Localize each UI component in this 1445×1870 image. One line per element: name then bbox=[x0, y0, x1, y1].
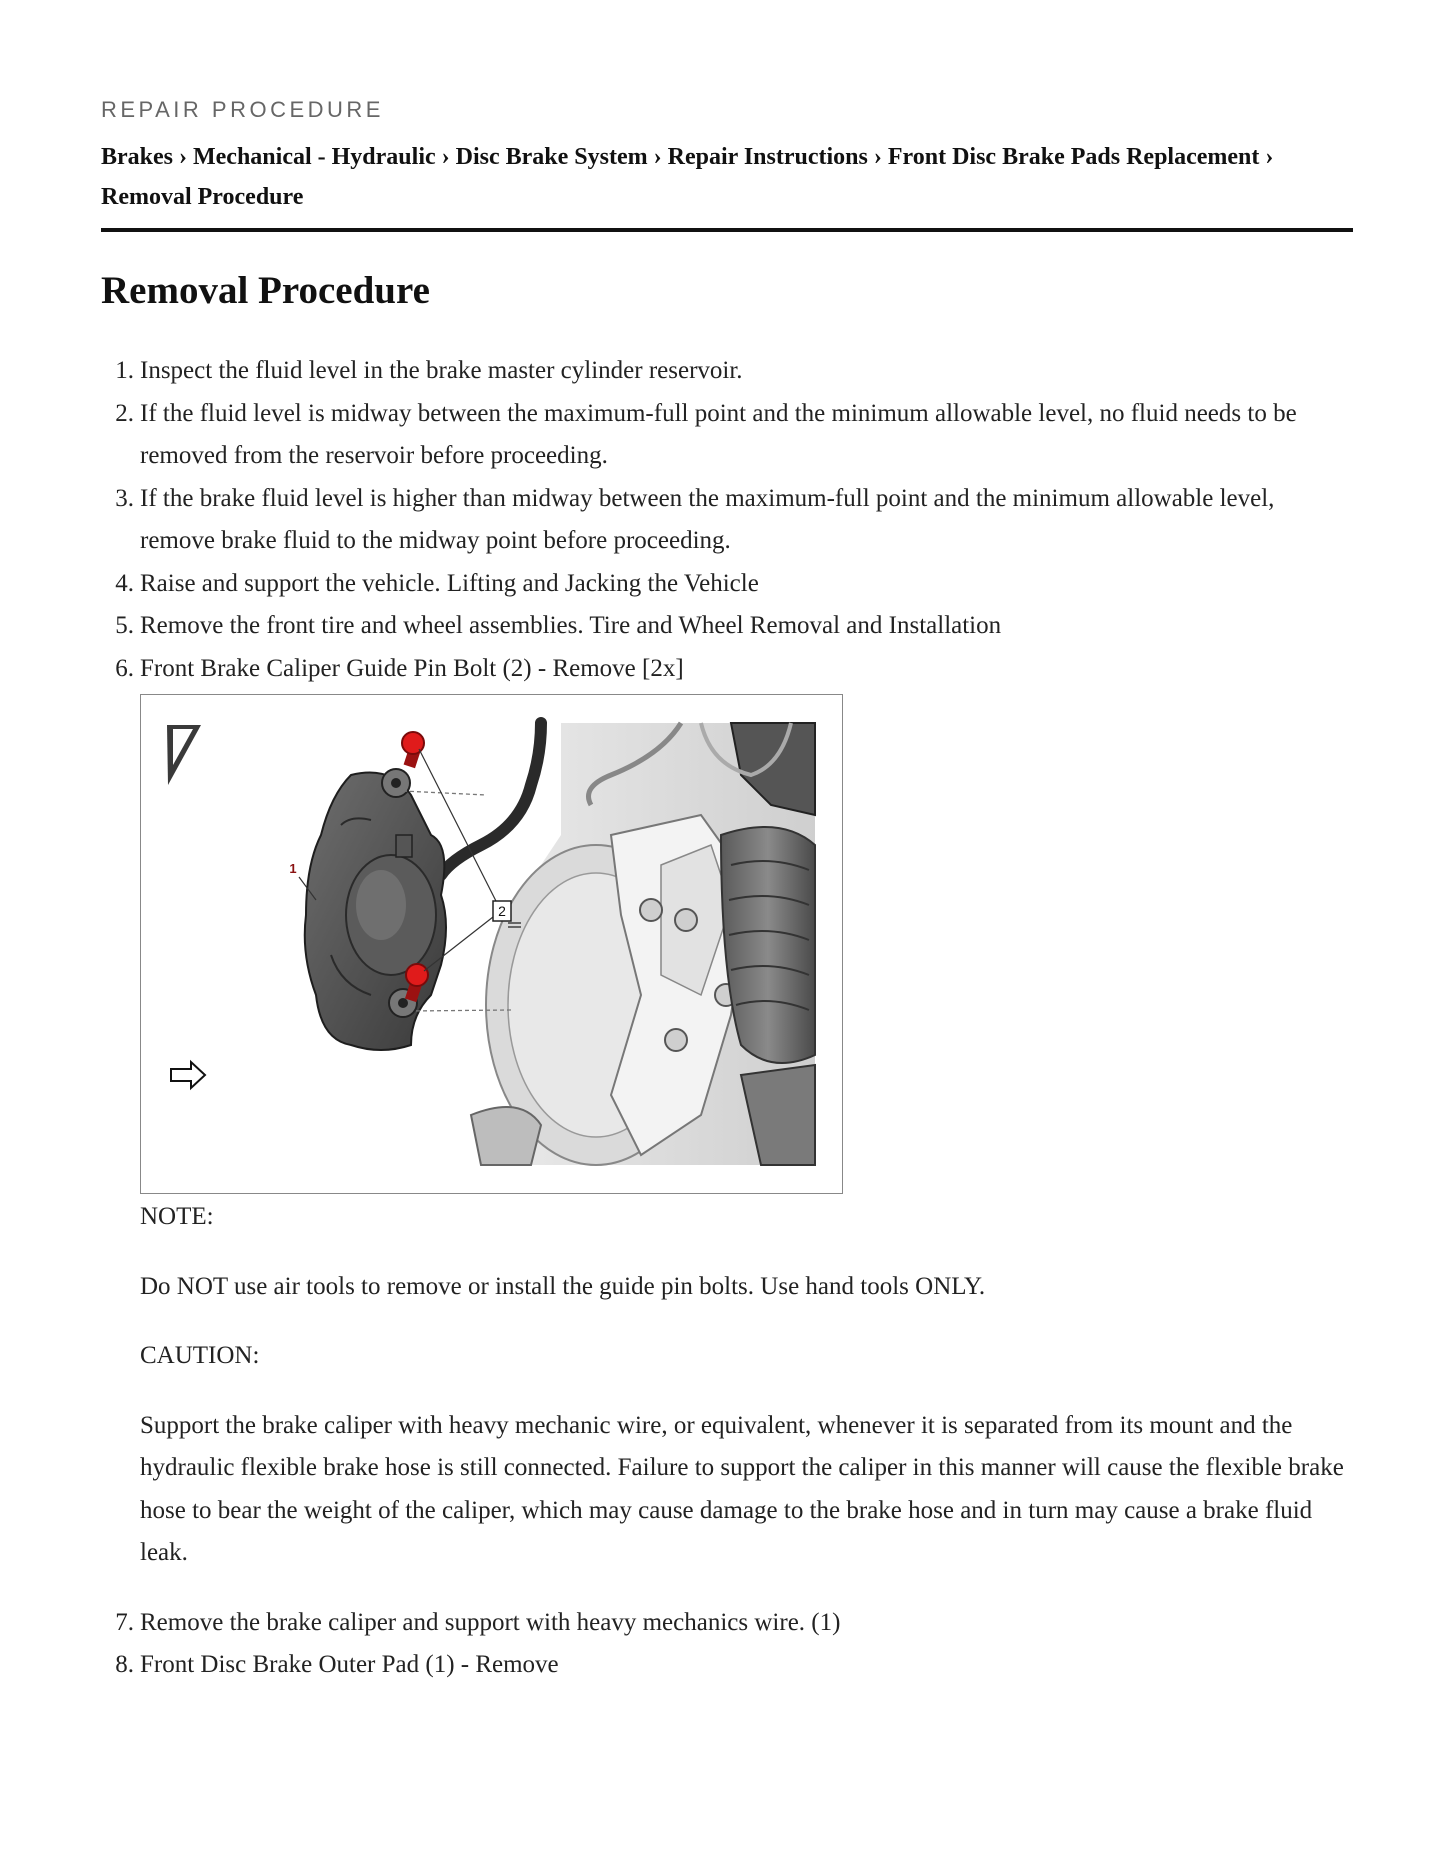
step-number: 3. bbox=[115, 484, 134, 512]
step-number: 7. bbox=[115, 1608, 134, 1636]
page-title: Removal Procedure bbox=[101, 269, 430, 312]
step-item bbox=[101, 1644, 1353, 1687]
note-text: Do NOT use air tools to remove or install the guide pin bolts. Use hand tools ONLY. bbox=[140, 1272, 986, 1300]
step-text: Front Disc Brake Outer Pad (1) - Remove bbox=[140, 1651, 559, 1678]
step-item bbox=[101, 605, 1353, 648]
step-number: 5. bbox=[115, 612, 134, 639]
caution-label: CAUTION: bbox=[140, 1342, 260, 1369]
breadcrumb-item-disc-brake-system[interactable]: Disc Brake System bbox=[455, 144, 648, 170]
breadcrumb-item-brakes[interactable]: Brakes bbox=[101, 144, 173, 170]
step-text: Remove the front tire and wheel assemblies. Tire and Wheel Removal and Installation bbox=[140, 612, 1002, 639]
step-number: 8. bbox=[115, 1651, 134, 1678]
breadcrumb-separator: › bbox=[653, 144, 668, 170]
caliper-guide-pin-bolt-figure bbox=[140, 694, 843, 1194]
step-text: Remove the brake caliper and support with heavy mechanics wire. (1) bbox=[140, 1608, 841, 1636]
caliper-illustration bbox=[141, 695, 841, 1192]
note-label: NOTE: bbox=[140, 1203, 214, 1230]
breadcrumb-item-removal-procedure[interactable]: Removal Procedure bbox=[101, 184, 304, 210]
step-text: Raise and support the vehicle. Lifting and Jacking the Vehicle bbox=[140, 569, 759, 597]
upper-guide-pin-bolt bbox=[402, 732, 424, 768]
header-divider bbox=[101, 228, 1353, 232]
step-item bbox=[101, 1602, 1353, 1645]
step-item bbox=[101, 648, 1353, 1575]
step-number: 6. bbox=[115, 654, 134, 682]
step-text: If the brake fluid level is higher than midway between the maximum-full point and the minimum allowable level, remove brake fluid to the midway point before proceeding. bbox=[140, 484, 1275, 554]
breadcrumb-separator: › bbox=[1265, 144, 1274, 170]
breadcrumb-separator: › bbox=[873, 144, 888, 170]
step-item bbox=[101, 478, 1353, 563]
step-item bbox=[101, 563, 1353, 606]
breadcrumb bbox=[101, 137, 1331, 217]
breadcrumb-item-mechanical-hydraulic[interactable]: Mechanical - Hydraulic bbox=[193, 144, 436, 170]
step-text: Front Brake Caliper Guide Pin Bolt (2) - Remove [2x] bbox=[140, 654, 684, 682]
step-number: 1. bbox=[115, 357, 134, 384]
step-item bbox=[101, 393, 1353, 478]
callout-1-label: 1 bbox=[289, 861, 297, 876]
step-number: 4. bbox=[115, 569, 134, 597]
breadcrumb-separator: › bbox=[441, 144, 456, 170]
section-kicker: REPAIR PROCEDURE bbox=[101, 97, 384, 122]
callout-2-label: 2 bbox=[498, 903, 506, 919]
procedure-steps bbox=[101, 350, 1353, 1687]
breadcrumb-item-repair-instructions[interactable]: Repair Instructions bbox=[667, 144, 868, 170]
step-item bbox=[101, 350, 1353, 393]
breadcrumb-separator: › bbox=[179, 144, 193, 170]
step-text: If the fluid level is midway between the maximum-full point and the minimum allowable level, no fluid needs to be removed from the reservoir before proceeding. bbox=[140, 399, 1297, 469]
breadcrumb-item-front-disc-brake-pads-replacement[interactable]: Front Disc Brake Pads Replacement bbox=[887, 144, 1260, 170]
step-number: 2. bbox=[115, 399, 134, 427]
caution-text: Support the brake caliper with heavy mechanic wire, or equivalent, whenever it is separated from its mount and the hydraulic flexible brake hose is still connected. Failure to support the caliper in this manner will cause the flexible brake hose to bear the weight of the caliper, which may cause damage to the brake hose and in turn may cause a brake fluid leak. bbox=[140, 1411, 1344, 1566]
step-text: Inspect the fluid level in the brake master cylinder reservoir. bbox=[140, 357, 743, 384]
